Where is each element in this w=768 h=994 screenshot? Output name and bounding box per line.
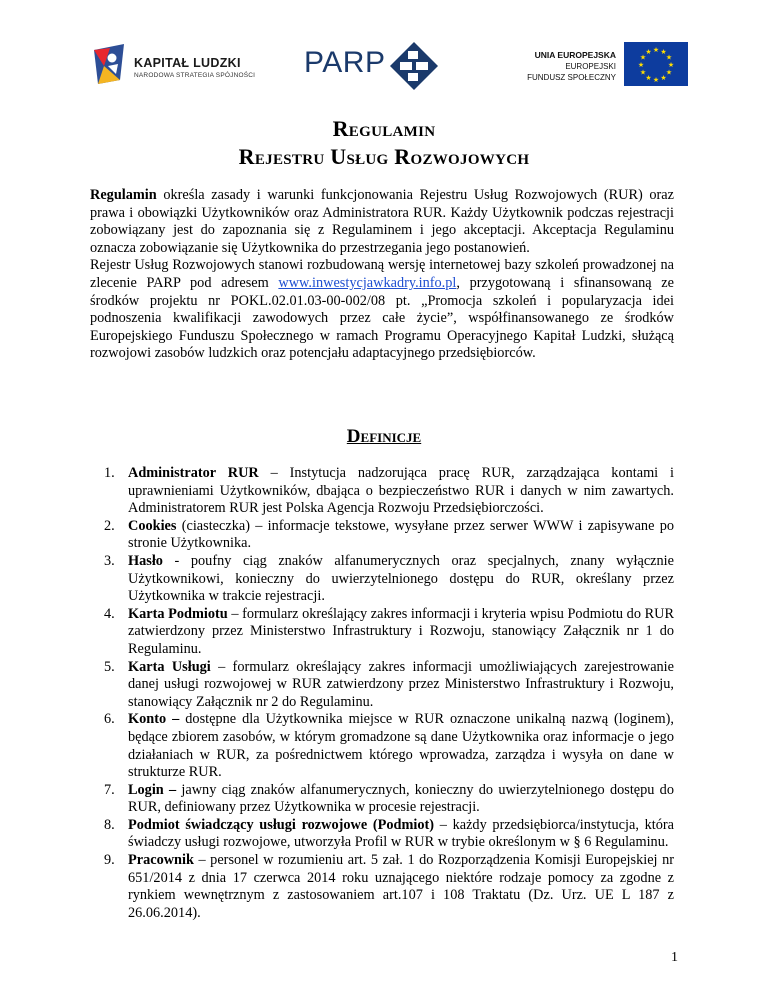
definition-item: [90, 465, 674, 518]
definition-text: – każdy przedsiębiorca/instytucja, która świadczy usługi rozwojowe, utworzyła Profil w RUR w trybie określonym w § 6 Regulaminu.: [128, 816, 674, 851]
intro-section: [90, 187, 674, 363]
svg-text:★: ★: [667, 61, 675, 69]
definition-text: – personel w rozumieniu art. 5 zał. 1 do Rozporządzenia Komisji Europejskiej nr 651/2014 z dnia 17 czerwca 2014 roku uznającego niektóre rodzaje pomocy za zgodne z rynkiem wewnętrznym z zastosowaniem art.107 i 108 Traktatu (Dz. Urz. UE L 187 z 26.06.2014).: [128, 852, 674, 921]
definition-number: 8.: [104, 816, 115, 833]
definition-term: Konto –: [128, 711, 180, 728]
definition-item: [90, 659, 674, 712]
svg-text:★: ★: [665, 53, 673, 62]
svg-text:★: ★: [652, 46, 660, 54]
svg-text:★: ★: [660, 48, 667, 56]
kapital-ludzki-logo: [90, 40, 280, 92]
definition-text: dostępne dla Użytkownika miejsce w RUR oznaczone unikalną nazwą (loginem), będące zbiorem zasobów, w którym gromadzone są dane Użytkownika oraz informacje o jego działaniach w RUR, za pośrednictwem którego wprowadza, zarządza i wysyła on dane w strukturze RUR.: [128, 711, 674, 781]
definition-text: jawny ciąg znaków alfanumerycznych, konieczny do uwierzytelnionego dostępu do RUR, definiowany przez Użytkownika w procesie rejestracji.: [128, 781, 674, 816]
eu-line3: FUNDUSZ SPOŁECZNY: [527, 73, 616, 82]
definition-number: 1.: [104, 465, 115, 481]
kapital-ludzki-name: KAPITAŁ LUDZKI: [134, 56, 241, 70]
definition-term: Login –: [128, 781, 177, 798]
svg-text:★: ★: [665, 68, 673, 77]
definition-number: 4.: [104, 605, 115, 622]
definition-term: Administrator RUR: [128, 465, 259, 481]
definition-term: Karta Usługi: [128, 658, 211, 675]
definition-item: [90, 518, 674, 553]
eu-logo: [510, 42, 700, 94]
intro-paragraph-1: [90, 187, 674, 257]
intro-bold-term: Regulamin: [90, 187, 157, 203]
definition-number: 3.: [104, 552, 115, 569]
kapital-ludzki-subtitle: NARODOWA STRATEGIA SPÓJNOŚCI: [134, 72, 256, 79]
definition-number: 7.: [104, 781, 115, 798]
page-number: 1: [671, 950, 678, 965]
parp-logo: [304, 36, 444, 92]
intro-paragraph-2: [90, 257, 674, 363]
definition-term: Pracownik: [128, 852, 194, 869]
svg-text:★: ★: [639, 68, 647, 77]
definition-text: – formularz określający zakres informacji i kryteria wpisu Podmiotu do RUR zatwierdzony przez Ministerstwo Infrastruktury i Rozwoju, stanowiący Załącznik nr 1 do Regulaminu.: [128, 605, 674, 657]
definitions-heading: Definicje: [346, 426, 422, 447]
definition-term: Karta Podmiotu: [128, 605, 228, 622]
intro-p2-before: Rejestr Usług Rozwojowych stanowi rozbudowaną wersję internetowej bazy szkoleń prowadzonej na zlecenie PARP pod adresem: [90, 257, 674, 291]
definition-item: [90, 817, 674, 852]
eu-line1: UNIA EUROPEJSKA: [534, 50, 616, 60]
svg-text:★: ★: [652, 76, 660, 84]
definition-number: 2.: [104, 517, 115, 534]
definition-text: (ciasteczka) – informacje tekstowe, wysyłane przez serwer WWW i zapisywane po stronie Użytkownika.: [128, 517, 674, 552]
definition-number: 5.: [104, 658, 115, 675]
definition-item: [90, 711, 674, 781]
svg-text:★: ★: [660, 74, 667, 82]
definition-text: – formularz określający zakres informacji umożliwiających zarejestrowanie danej usługi rozwojowej w RUR zatwierdzony przez Ministerstwo Infrastruktury i Rozwoju, stanowiący Załącznik nr 2 do Regulaminu.: [128, 658, 675, 710]
definition-text: – Instytucja nadzorująca pracę RUR, zarządzająca kontami i uprawnieniami Użytkowników, dbająca o bezpieczeństwo RUR i danych w nim zawartych. Administratorem RUR jest Polska Agencja Rozwoju Przedsiębiorczości.: [128, 465, 674, 517]
svg-text:★: ★: [645, 74, 652, 82]
inwestycjawkadry-link[interactable]: www.inwestycjawkadry.info.pl: [278, 274, 457, 291]
svg-text:★: ★: [637, 61, 645, 69]
eu-line2: EUROPEJSKI: [565, 62, 616, 71]
definition-term: Hasło: [128, 552, 163, 569]
definition-text: - poufny ciąg znaków alfanumerycznych oraz specjalnych, znany wyłącznie Użytkownikowi, konieczny do uwierzytelnionego dostępu do RUR, określany przez Użytkownika w trakcie rejestracji.: [128, 552, 674, 605]
definition-item: [90, 606, 674, 659]
intro-p1-text: określa zasady i warunki funkcjonowania Rejestru Usług Rozwojowych (RUR) oraz prawa i obowiązki Użytkowników oraz Administratora RUR. Każdy Użytkownik podczas rejestracji zobowiązany jest do zapoznania się z Regulaminem i jego akceptacji. Akceptacja Regulaminu oznacza zobowiązanie się Użytkownika do przestrzegania jego postanowień.: [90, 187, 674, 256]
kapital-ludzki-emblem-icon: [90, 40, 128, 88]
definition-number: 6.: [104, 711, 115, 728]
document-title-line2: Rejestru Usług Rozwojowych: [238, 144, 530, 169]
definition-item: [90, 852, 674, 922]
definition-item: [90, 553, 674, 606]
parp-emblem-icon: [388, 40, 440, 92]
parp-name: PARP: [304, 46, 386, 79]
definition-item: [90, 782, 674, 817]
svg-text:★: ★: [639, 53, 647, 62]
header-logos: [90, 36, 690, 96]
svg-text:★: ★: [645, 48, 652, 56]
definition-term: Cookies: [128, 517, 177, 534]
definition-number: 9.: [104, 852, 115, 869]
definitions-list: [90, 465, 674, 922]
intro-p2-after: , przygotowaną i sfinansowaną ze środków projektu nr POKL.02.01.03-00-002/08 pt. „Promocja szkoleń i popularyzacja idei podnoszenia kwalifikacji zawodowych przez całe życie”, współfinansowanego ze środków Europejskiego Funduszu Społecznego w ramach Programu Operacyjnego Kapitał Ludzki, służącą rozwojowi zasobów ludzkich oraz potencjału adaptacyjnego przedsiębiorców.: [90, 274, 674, 362]
definition-term: Podmiot świadczący usługi rozwojowe (Podmiot): [128, 816, 435, 833]
eu-flag-icon: [624, 42, 688, 86]
document-title-line1: Regulamin: [332, 116, 436, 141]
